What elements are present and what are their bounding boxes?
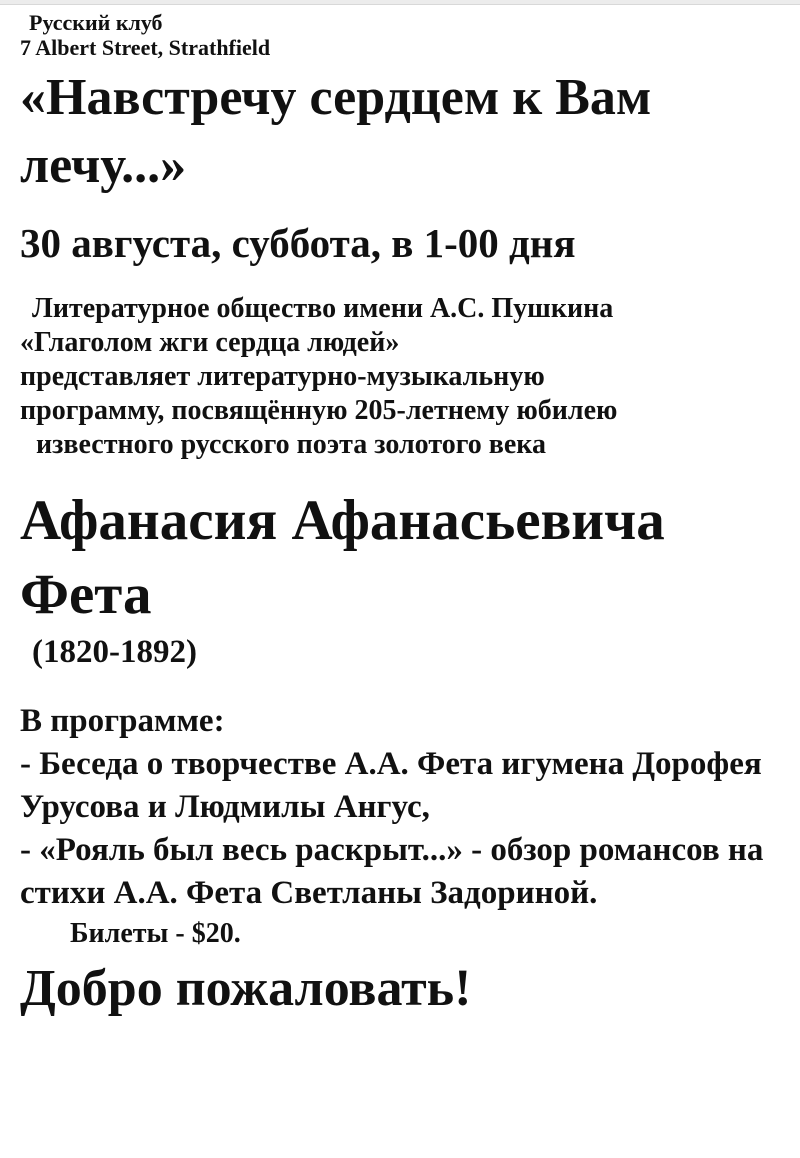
welcome-text: Добро пожаловать! [20,960,472,1017]
intro-line: известного русского поэта золотого века [36,429,546,460]
poet-name: Афанасия Афанасьевича Фета [20,489,665,626]
program-item: - Беседа о творчестве А.А. Фета игумена Дорофея Урусова и Людмилы Ангус, [20,746,762,825]
club-address: 7 Albert Street, Strathfield [20,35,271,60]
intro-line: программу, посвящённую 205-летнему юбилею [20,395,618,426]
event-title: «Навстречу сердцем к Вам лечу...» [20,69,652,194]
ticket-price: Билеты - $20. [70,918,241,949]
poet-years: (1820-1892) [32,634,197,670]
program-item: - «Рояль был весь раскрыт...» - обзор романсов на стихи А.А. Фета Светланы Задориной. [20,832,764,911]
club-name: Русский клуб [29,10,163,35]
event-announcement [20,10,790,1019]
intro-paragraph [20,292,790,462]
program-section [20,700,790,915]
program-heading: В программе: [20,703,225,739]
window-top-bar [0,0,800,5]
intro-line: «Глаголом жги сердца людей» [20,327,400,358]
event-date: 30 августа, суббота, в 1-00 дня [20,220,576,266]
intro-line: Литературное общество имени А.С. Пушкина [32,293,614,324]
intro-line: представляет литературно-музыкальную [20,361,545,392]
